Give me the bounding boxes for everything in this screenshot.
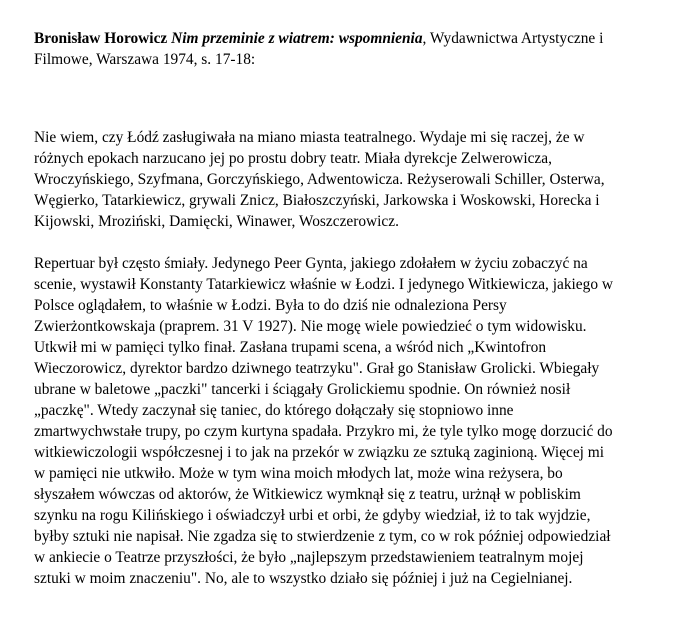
text-line: witkiewiczologii współczesnej i to jak na przekór w związku ze sztuką zaginioną. Więcej mi xyxy=(34,444,605,461)
author-name: Bronisław Horowicz xyxy=(34,30,168,47)
paragraph-2 xyxy=(34,253,674,589)
text-line: ubrane w baletowe „paczki" tancerki i ściągały Grolickiemu spodnie. On również nosił xyxy=(34,381,571,398)
text-line: sztuki w moim znaczeniu". No, ale to wszystko działo się później i już na Cegielnianej. xyxy=(34,570,573,587)
text-line: Polsce oglądałem, to właśnie w Łodzi. Była to do dziś nie odnaleziona Persy xyxy=(34,297,507,314)
text-line: Nie wiem, czy Łódź zasługiwała na miano miasta teatralnego. Wydaje mi się raczej, że w xyxy=(34,129,585,146)
text-line: Wieczorowicz, dyrektor bardzo dziwnego teatrzyku". Grał go Stanisław Grolicki. Wbiegały xyxy=(34,360,600,377)
text-line: różnych epokach narzucano jej po prostu dobry teatr. Miała dyrekcje Zelwerowicza, xyxy=(34,150,552,167)
publisher-info-continued: Filmowe, Warszawa 1974, s. 17-18: xyxy=(34,51,256,68)
citation-header xyxy=(34,28,674,70)
text-line: w pamięci nie utkwiło. Może w tym wina moich młodych lat, może wina reżysera, bo xyxy=(34,465,563,482)
text-line: Repertuar był często śmiały. Jedynego Peer Gynta, jakiego zdołałem w życiu zobaczyć na xyxy=(34,255,588,272)
book-title: Nim przeminie z wiatrem: wspomnienia xyxy=(171,30,423,47)
text-line: słyszałem wówczas od aktorów, że Witkiewicz wymknął się z teatru, urżnął w pobliskim xyxy=(34,486,581,503)
text-line: Wroczyńskiego, Szyfmana, Gorczyńskiego, Adwentowicza. Reżyserowali Schiller, Osterwa, xyxy=(34,171,605,188)
text-line: Węgierko, Tatarkiewicz, grywali Znicz, Białoszczyński, Jarkowska i Woskowski, Horecka i xyxy=(34,192,600,209)
text-line: szynku na rogu Kilińskiego i oświadczył urbi et orbi, że gdyby wiedział, iż to tak wyjdzie, xyxy=(34,507,591,524)
paragraph-1 xyxy=(34,127,674,232)
text-line: w ankiecie o Teatrze przyszłości, że było „najlepszym przedstawieniem teatralnym mojej xyxy=(34,549,584,566)
publisher-info: , Wydawnictwa Artystyczne i xyxy=(422,30,604,47)
text-line: Utkwił mi w pamięci tylko finał. Zasłana trupami scena, a wśród nich „Kwintofron xyxy=(34,339,547,356)
text-line: Zwierżontkowskaja (praprem. 31 V 1927). Nie mogę wiele powiedzieć o tym widowisku. xyxy=(34,318,587,335)
document-page xyxy=(34,28,674,589)
text-line: Kijowski, Mroziński, Damięcki, Winawer, Woszczerowicz. xyxy=(34,213,399,230)
text-line: byłby sztuki nie napisał. Nie zgadza się to stwierdzenie z tym, co w rok później odpowiedział xyxy=(34,528,611,545)
text-line: zmartwychwstałe trupy, po czym kurtyna spadała. Przykro mi, że tyle tylko mogę dorzucić do xyxy=(34,423,613,440)
text-line: „paczkę". Wtedy zaczynał się taniec, do którego dołączały się stopniowo inne xyxy=(34,402,514,419)
text-line: scenie, wystawił Konstanty Tatarkiewicz właśnie w Łodzi. I jedynego Witkiewicza, jakiego w xyxy=(34,276,613,293)
